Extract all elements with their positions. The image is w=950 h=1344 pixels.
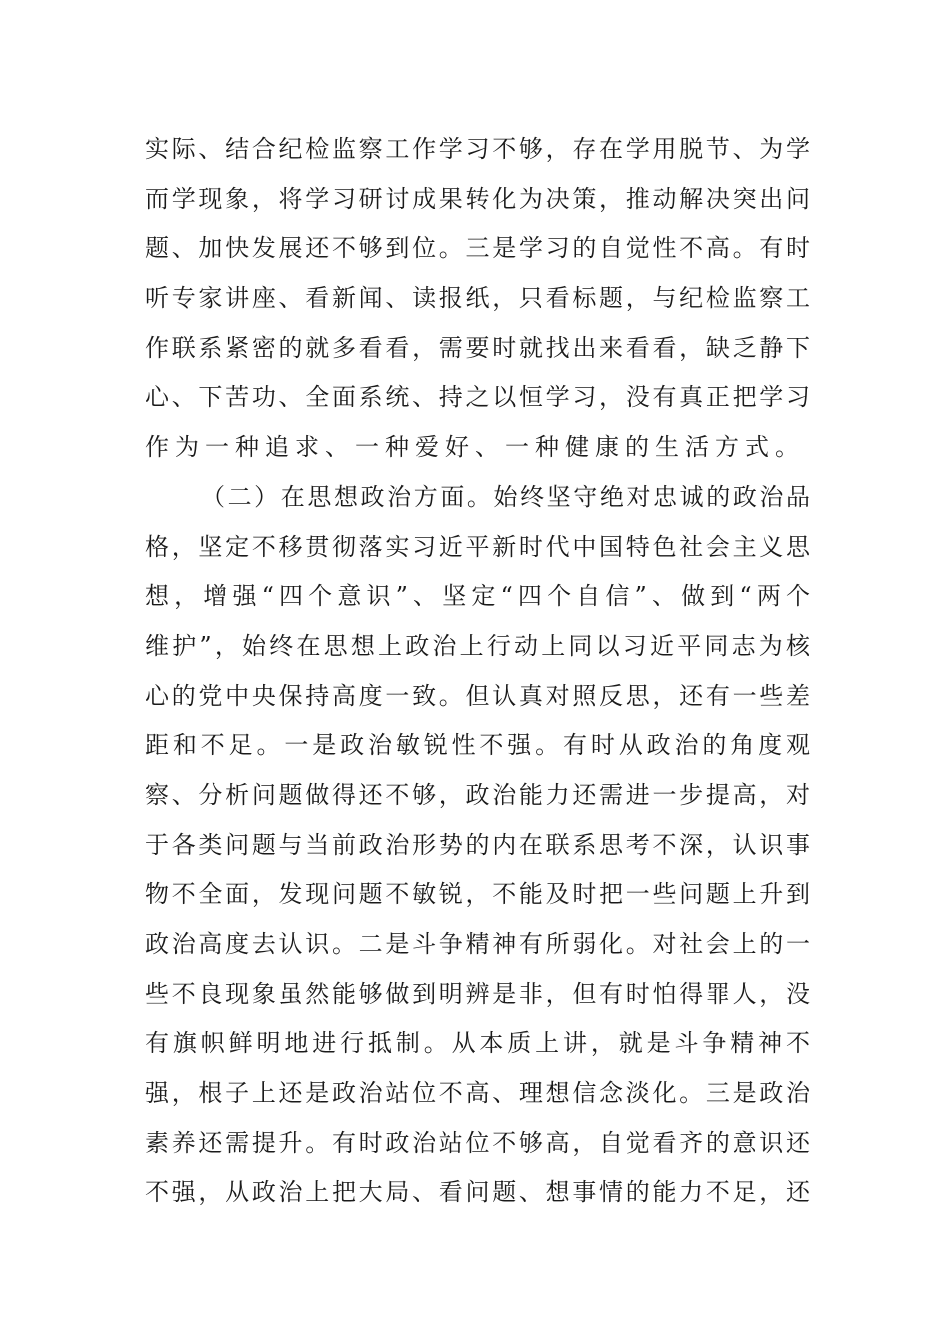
text-line: 强，根子上还是政治站位不高、理想信念淡化。三是政治 [145, 1079, 810, 1108]
text-line: 心、下苦功、全面系统、持之以恒学习，没有真正把学习 [145, 383, 810, 412]
text-line: 题、加快发展还不够到位。三是学习的自觉性不高。有时 [145, 234, 810, 263]
text-line: 格，坚定不移贯彻落实习近平新时代中国特色社会主义思 [145, 532, 810, 561]
text-line: 维护”，始终在思想上政治上行动上同以习近平同志为核 [145, 631, 810, 660]
section-heading-line: （二）在思想政治方面。始终坚守绝对忠诚的政治品 [201, 482, 810, 511]
text-line: 距和不足。一是政治敏锐性不强。有时从政治的角度观 [145, 731, 810, 760]
body-text [145, 125, 810, 1218]
text-line: 听专家讲座、看新闻、读报纸，只看标题，与纪检监察工 [145, 284, 810, 313]
text-line: 而学现象，将学习研讨成果转化为决策，推动解决突出问 [145, 184, 810, 213]
paragraph-last-line: 作为一种追求、一种爱好、一种健康的生活方式。 [145, 433, 805, 462]
text-line: 心的党中央保持高度一致。但认真对照反思，还有一些差 [145, 681, 810, 710]
text-line: 些不良现象虽然能够做到明辨是非，但有时怕得罪人，没 [145, 979, 810, 1008]
text-line: 察、分析问题做得还不够，政治能力还需进一步提高，对 [145, 780, 810, 809]
text-line: 素养还需提升。有时政治站位不够高，自觉看齐的意识还 [145, 1128, 810, 1157]
text-line: 物不全面，发现问题不敏锐，不能及时把一些问题上升到 [145, 880, 810, 909]
text-line: 不强，从政治上把大局、看问题、想事情的能力不足，还 [145, 1178, 810, 1207]
text-line: 实际、结合纪检监察工作学习不够，存在学用脱节、为学 [145, 135, 810, 163]
text-line: 作联系紧密的就多看看，需要时就找出来看看，缺乏静下 [145, 333, 810, 362]
text-line: 于各类问题与当前政治形势的内在联系思考不深，认识事 [145, 830, 810, 859]
text-line: 政治高度去认识。二是斗争精神有所弱化。对社会上的一 [145, 930, 810, 958]
text-line: 有旗帜鲜明地进行抵制。从本质上讲，就是斗争精神不 [145, 1029, 810, 1058]
text-line: 想，增强“四个意识”、坚定“四个自信”、做到“两个 [145, 582, 810, 611]
